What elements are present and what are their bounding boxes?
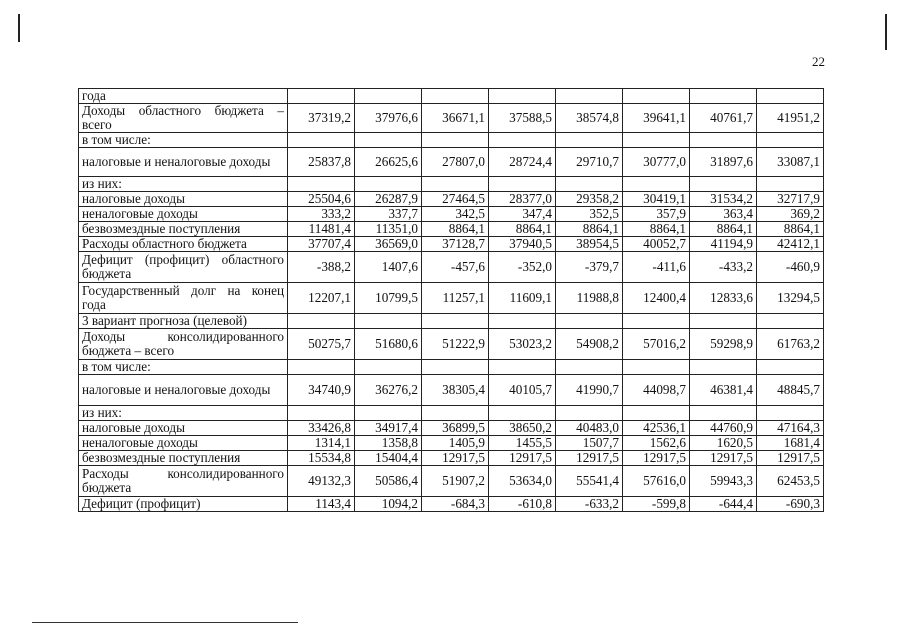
table-row [79,192,824,207]
value-cell: 36671,1 [422,104,489,133]
value-cell [623,406,690,421]
value-cell: 12917,5 [690,451,757,466]
value-cell [556,133,623,148]
table-row [79,375,824,406]
row-label: Расходы областного бюджета [79,237,288,252]
value-cell [355,314,422,329]
value-cell: 38305,4 [422,375,489,406]
value-cell: 40052,7 [623,237,690,252]
scan-margin-mark-right [885,14,887,50]
value-cell: -352,0 [489,252,556,283]
value-cell [690,314,757,329]
value-cell: -684,3 [422,497,489,512]
value-cell: -411,6 [623,252,690,283]
value-cell [556,360,623,375]
value-cell: 53634,0 [489,466,556,497]
value-cell: 48845,7 [757,375,824,406]
value-cell: 37128,7 [422,237,489,252]
value-cell: 42536,1 [623,421,690,436]
table-row [79,283,824,314]
value-cell [422,314,489,329]
value-cell: 1358,8 [355,436,422,451]
value-cell: 40483,0 [556,421,623,436]
value-cell [623,314,690,329]
row-label: безвозмездные поступления [79,222,288,237]
value-cell [623,133,690,148]
value-cell [355,133,422,148]
value-cell: 37319,2 [288,104,355,133]
value-cell: 38954,5 [556,237,623,252]
value-cell: 8864,1 [690,222,757,237]
value-cell [757,89,824,104]
value-cell: 12917,5 [422,451,489,466]
value-cell: -388,2 [288,252,355,283]
value-cell: 8864,1 [489,222,556,237]
row-label: Доходы областного бюджета – всего [79,104,288,133]
group-label-row [79,133,824,148]
value-cell: 57016,2 [623,329,690,360]
value-cell: 12917,5 [556,451,623,466]
value-cell: 37940,5 [489,237,556,252]
value-cell: 15534,8 [288,451,355,466]
value-cell: 55541,4 [556,466,623,497]
value-cell: 54908,2 [556,329,623,360]
value-cell: 8864,1 [422,222,489,237]
value-cell [556,406,623,421]
value-cell: 26287,9 [355,192,422,207]
value-cell [288,89,355,104]
row-label: в том числе: [79,360,288,375]
value-cell [623,89,690,104]
value-cell: 1405,9 [422,436,489,451]
value-cell: 38650,2 [489,421,556,436]
value-cell: 30777,0 [623,148,690,177]
value-cell: 27807,0 [422,148,489,177]
value-cell [489,177,556,192]
value-cell: 12207,1 [288,283,355,314]
value-cell: 61763,2 [757,329,824,360]
table-row [79,222,824,237]
value-cell: 15404,4 [355,451,422,466]
value-cell: 10799,5 [355,283,422,314]
value-cell: -379,7 [556,252,623,283]
table-row [79,451,824,466]
group-label-row [79,89,824,104]
value-cell: 50275,7 [288,329,355,360]
value-cell: 36569,0 [355,237,422,252]
value-cell [489,314,556,329]
value-cell: 1407,6 [355,252,422,283]
table-row [79,466,824,497]
value-cell: -457,6 [422,252,489,283]
value-cell: 1455,5 [489,436,556,451]
value-cell: 11609,1 [489,283,556,314]
row-label: Дефицит (профицит) областного бюджета [79,252,288,283]
value-cell: 59298,9 [690,329,757,360]
value-cell [690,133,757,148]
value-cell [422,177,489,192]
value-cell: 34740,9 [288,375,355,406]
row-label: налоговые и неналоговые доходы [79,148,288,177]
row-label: из них: [79,177,288,192]
footnote-separator [32,622,298,623]
value-cell [288,133,355,148]
value-cell [757,314,824,329]
value-cell: -633,2 [556,497,623,512]
value-cell: 25837,8 [288,148,355,177]
value-cell [690,177,757,192]
value-cell [556,314,623,329]
value-cell [422,89,489,104]
row-label: в том числе: [79,133,288,148]
value-cell: 27464,5 [422,192,489,207]
value-cell: 28724,4 [489,148,556,177]
value-cell: 12833,6 [690,283,757,314]
value-cell: -690,3 [757,497,824,512]
value-cell: 37976,6 [355,104,422,133]
value-cell: 40761,7 [690,104,757,133]
value-cell: 1681,4 [757,436,824,451]
value-cell: 41951,2 [757,104,824,133]
scan-margin-mark-left [18,14,20,42]
value-cell: 51222,9 [422,329,489,360]
value-cell [355,89,422,104]
value-cell [288,314,355,329]
value-cell: 8864,1 [757,222,824,237]
value-cell: 41990,7 [556,375,623,406]
value-cell: 25504,6 [288,192,355,207]
value-cell: 352,5 [556,207,623,222]
value-cell [757,360,824,375]
value-cell: 44760,9 [690,421,757,436]
value-cell: 11481,4 [288,222,355,237]
value-cell: 50586,4 [355,466,422,497]
value-cell: 1562,6 [623,436,690,451]
value-cell [623,360,690,375]
value-cell [489,360,556,375]
value-cell [623,177,690,192]
value-cell [288,360,355,375]
value-cell: 33426,8 [288,421,355,436]
value-cell: 53023,2 [489,329,556,360]
value-cell: 337,7 [355,207,422,222]
row-label: Доходы консолидированного бюджета – всего [79,329,288,360]
value-cell [422,360,489,375]
value-cell: 39641,1 [623,104,690,133]
value-cell [556,89,623,104]
value-cell: -610,8 [489,497,556,512]
value-cell: 11351,0 [355,222,422,237]
value-cell: 342,5 [422,207,489,222]
table-row [79,329,824,360]
value-cell: 42412,1 [757,237,824,252]
table-row [79,421,824,436]
value-cell: 37588,5 [489,104,556,133]
value-cell: -460,9 [757,252,824,283]
value-cell: 29710,7 [556,148,623,177]
value-cell: 26625,6 [355,148,422,177]
value-cell: 1094,2 [355,497,422,512]
value-cell: 357,9 [623,207,690,222]
value-cell: 37707,4 [288,237,355,252]
section-header-row [79,314,824,329]
value-cell: 38574,8 [556,104,623,133]
value-cell [489,133,556,148]
table-body [79,89,824,512]
value-cell: 41194,9 [690,237,757,252]
value-cell: 1507,7 [556,436,623,451]
value-cell: 8864,1 [556,222,623,237]
value-cell [422,406,489,421]
value-cell: 11257,1 [422,283,489,314]
value-cell [355,360,422,375]
row-label: безвозмездные поступления [79,451,288,466]
value-cell: -599,8 [623,497,690,512]
value-cell: 51907,2 [422,466,489,497]
table-row [79,207,824,222]
table-row [79,497,824,512]
value-cell [288,177,355,192]
group-label-row [79,360,824,375]
group-label-row [79,177,824,192]
value-cell: 62453,5 [757,466,824,497]
value-cell [690,406,757,421]
row-label: налоговые и неналоговые доходы [79,375,288,406]
value-cell: 363,4 [690,207,757,222]
value-cell: 31897,6 [690,148,757,177]
table-row [79,148,824,177]
value-cell [690,89,757,104]
value-cell: 36276,2 [355,375,422,406]
row-label: налоговые доходы [79,421,288,436]
row-label: Дефицит (профицит) [79,497,288,512]
value-cell: 13294,5 [757,283,824,314]
value-cell: 12400,4 [623,283,690,314]
table-row [79,436,824,451]
value-cell: 46381,4 [690,375,757,406]
row-label: 3 вариант прогноза (целевой) [79,314,288,329]
value-cell [556,177,623,192]
value-cell: 36899,5 [422,421,489,436]
value-cell: 40105,7 [489,375,556,406]
value-cell: 12917,5 [489,451,556,466]
value-cell: 28377,0 [489,192,556,207]
table-row [79,237,824,252]
value-cell [757,406,824,421]
value-cell: 34917,4 [355,421,422,436]
value-cell: 347,4 [489,207,556,222]
row-label: Государственный долг на конец года [79,283,288,314]
value-cell: 11988,8 [556,283,623,314]
row-label: года [79,89,288,104]
table-row [79,252,824,283]
value-cell: 369,2 [757,207,824,222]
value-cell: 30419,1 [623,192,690,207]
value-cell: 32717,9 [757,192,824,207]
value-cell: 12917,5 [757,451,824,466]
value-cell [690,360,757,375]
value-cell [489,89,556,104]
value-cell: 49132,3 [288,466,355,497]
value-cell: 1314,1 [288,436,355,451]
value-cell [489,406,556,421]
table-row [79,104,824,133]
value-cell: -644,4 [690,497,757,512]
group-label-row [79,406,824,421]
value-cell: 59943,3 [690,466,757,497]
value-cell [757,177,824,192]
value-cell: 44098,7 [623,375,690,406]
page-number: 22 [812,54,825,69]
value-cell: -433,2 [690,252,757,283]
row-label: налоговые доходы [79,192,288,207]
value-cell: 12917,5 [623,451,690,466]
value-cell: 31534,2 [690,192,757,207]
value-cell: 29358,2 [556,192,623,207]
value-cell: 57616,0 [623,466,690,497]
value-cell [422,133,489,148]
value-cell [288,406,355,421]
row-label: из них: [79,406,288,421]
row-label: неналоговые доходы [79,436,288,451]
value-cell: 1620,5 [690,436,757,451]
value-cell: 33087,1 [757,148,824,177]
value-cell [355,177,422,192]
value-cell: 8864,1 [623,222,690,237]
value-cell: 333,2 [288,207,355,222]
row-label: Расходы консолидированного бюджета [79,466,288,497]
budget-forecast-table [78,88,824,512]
value-cell [355,406,422,421]
value-cell: 1143,4 [288,497,355,512]
value-cell: 47164,3 [757,421,824,436]
row-label: неналоговые доходы [79,207,288,222]
value-cell [757,133,824,148]
value-cell: 51680,6 [355,329,422,360]
